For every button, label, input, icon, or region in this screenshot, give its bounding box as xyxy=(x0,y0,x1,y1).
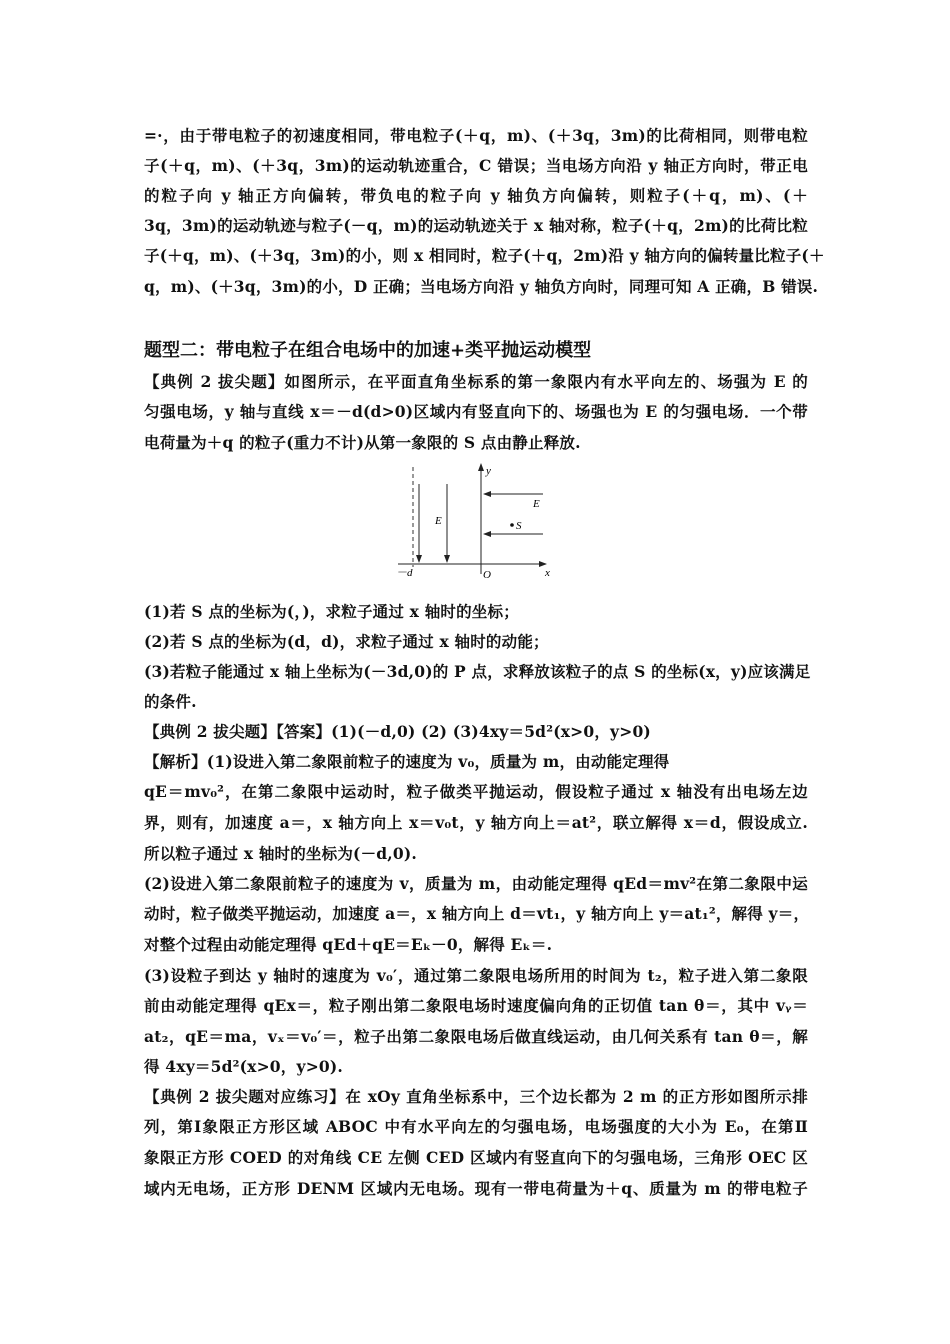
label-minus-d: －d xyxy=(396,567,413,579)
question-line: (1)若 S 点的坐标为(，)，求粒子通过 x 轴时的坐标； xyxy=(144,602,519,621)
solution-line: 得 4xy＝5d²(x>0，y>0). xyxy=(144,1057,343,1076)
label-e-left: E xyxy=(435,515,442,527)
question-line: (2)若 S 点的坐标为(d，d)，求粒子通过 x 轴时的动能； xyxy=(144,632,549,651)
paragraph1-line: 3q，3m)的运动轨迹与粒子(－q，m)的运动轨迹关于 x 轴对称，粒子(＋q，2m)的比荷比粒 xyxy=(144,216,808,235)
problem-line: 电荷量为＋q 的粒子(重力不计)从第一象限的 S 点由静止释放. xyxy=(144,433,581,452)
paragraph1-line: 子(＋q，m)、(＋3q，3m)的小，则 x 相同时，粒子(＋q，2m)沿 y 轴方向的偏转量比粒子(＋ xyxy=(144,246,825,265)
question-line: (3)若粒子能通过 x 轴上坐标为(－3d,0)的 P 点，求释放该粒子的点 S 的坐标(x，y)应该满足 xyxy=(144,662,811,681)
label-y: y xyxy=(486,465,491,477)
label-s: S xyxy=(516,520,522,532)
paragraph1-line: =·，由于带电粒子的初速度相同，带电粒子(＋q，m)、(＋3q，3m)的比荷相同，则带电粒 xyxy=(144,126,808,145)
problem-line: 匀强电场，y 轴与直线 x＝－d(d>0)区域内有竖直向下的、场强也为 E 的匀强电场．一个带 xyxy=(144,402,808,421)
solution-line: 界，则有，加速度 a＝，x 轴方向上 x＝v₀t，y 轴方向上＝at²，联立解得 x＝d，假设成立. xyxy=(144,813,808,832)
field-diagram xyxy=(388,462,558,582)
solution-line: (2)设进入第二象限前粒子的速度为 v，质量为 m，由动能定理得 qEd＝mv²在第二象限中运 xyxy=(144,874,808,893)
solution-line: qE＝mv₀²，在第二象限中运动时，粒子做类平抛运动，假设粒子通过 x 轴没有出电场左边 xyxy=(144,782,808,801)
paragraph1-line: 的粒子向 y 轴正方向偏转，带负电的粒子向 y 轴负方向偏转，则粒子(＋q，m)、(＋ xyxy=(144,186,808,205)
question-line: 的条件. xyxy=(144,692,197,711)
practice-line: 列，第Ⅰ象限正方形区域 ABOC 中有水平向左的匀强电场，电场强度的大小为 E₀，在第Ⅱ xyxy=(144,1117,808,1136)
solution-line: 所以粒子通过 x 轴时的坐标为(－d,0). xyxy=(144,844,418,863)
answer-line: 【典例 2 拔尖题】【答案】(1)(－d,0) (2) (3)4xy＝5d²(x>0，y>0) xyxy=(144,722,651,741)
solution-line: at₂，qE＝ma，vₓ＝v₀′＝，粒子出第二象限电场后做直线运动，由几何关系有 tan θ＝，解 xyxy=(144,1027,808,1046)
solution-line: (3)设粒子到达 y 轴时的速度为 v₀′，通过第二象限电场所用的时间为 t₂，粒子进入第二象限 xyxy=(144,966,808,985)
solution-line: 动时，粒子做类平抛运动，加速度 a＝，x 轴方向上 d＝vt₁，y 轴方向上 y＝at₁²，解得 y＝， xyxy=(144,904,810,923)
solution-line: 前由动能定理得 qEx＝，粒子刚出第二象限电场时速度偏向角的正切值 tan θ＝，其中 vᵧ＝ xyxy=(144,996,808,1015)
problem-line: 【典例 2 拔尖题】如图所示，在平面直角坐标系的第一象限内有水平向左的、场强为 E 的 xyxy=(144,372,808,391)
solution-line: 对整个过程由动能定理得 qEd＋qE＝Eₖ－0，解得 Eₖ＝. xyxy=(144,935,553,954)
label-origin: O xyxy=(483,569,491,581)
practice-line: 象限正方形 COED 的对角线 CE 左侧 CED 区域内有竖直向下的匀强电场，三角形 OEC 区 xyxy=(144,1148,808,1167)
point-s xyxy=(510,523,514,527)
paragraph1-line: q，m)、(＋3q，3m)的小，D 正确；当电场方向沿 y 轴负方向时，同理可知 A 正确，B 错误. xyxy=(144,277,819,296)
practice-line: 【典例 2 拔尖题对应练习】在 xOy 直角坐标系中，三个边长都为 2 m 的正方形如图所示排 xyxy=(144,1087,808,1106)
section-heading: 题型二：带电粒子在组合电场中的加速+类平抛运动模型 xyxy=(144,340,592,361)
label-e-right: E xyxy=(533,498,540,510)
solution-line: 【解析】(1)设进入第二象限前粒子的速度为 v₀，质量为 m，由动能定理得 xyxy=(144,752,670,771)
practice-line: 域内无电场，正方形 DENM 区域内无电场。现有一带电荷量为＋q、质量为 m 的带电粒子 xyxy=(144,1179,808,1198)
paragraph1-line: 子(＋q，m)、(＋3q，3m)的运动轨迹重合，C 错误；当电场方向沿 y 轴正方向时，带正电 xyxy=(144,156,808,175)
field-diagram-svg xyxy=(388,462,558,582)
label-x: x xyxy=(545,567,550,579)
